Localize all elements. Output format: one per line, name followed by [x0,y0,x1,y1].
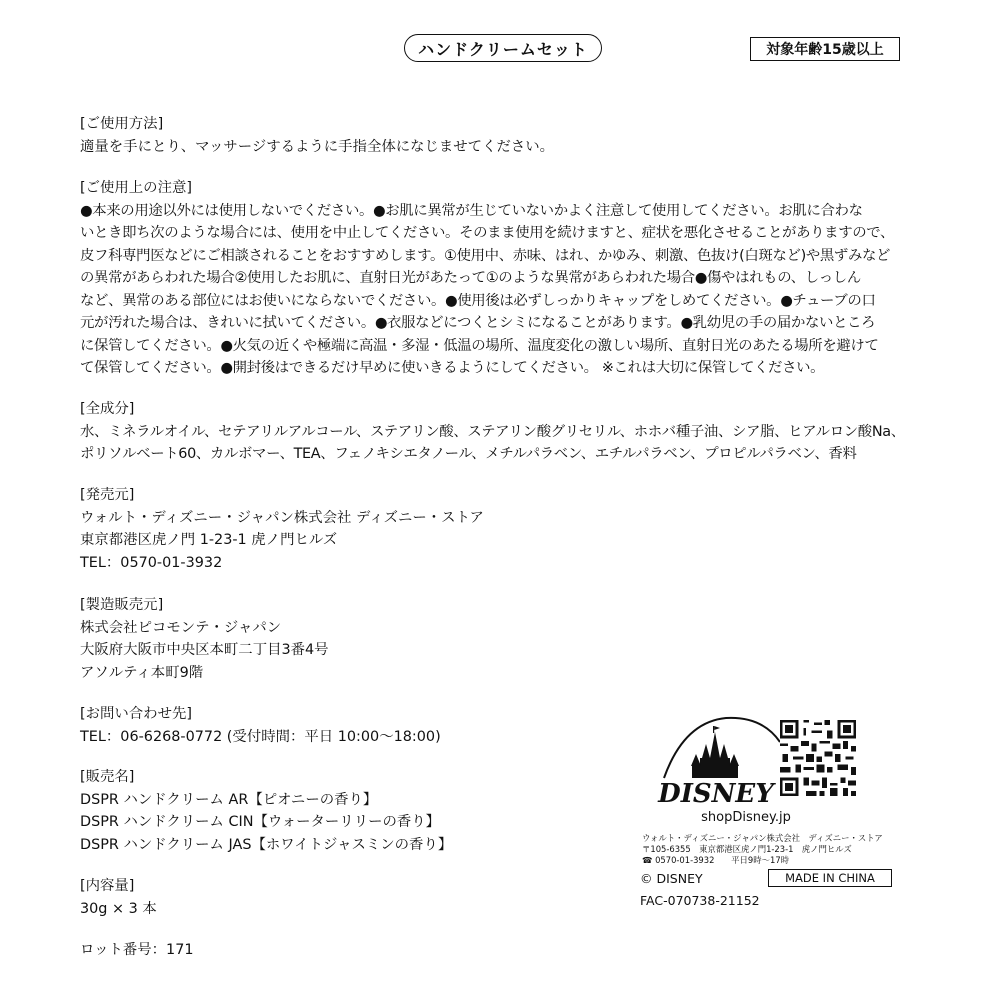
seller-section [80,484,484,574]
section-label: [お問い合わせ先] [80,706,192,722]
text-line: ●本来の用途以外には使用しないでください。●お肌に異常が生じていないかよく注意して使用してください。お肌に合わな [80,202,863,219]
content-section [80,875,157,920]
manufacturer-section [80,594,329,684]
text-line: に保管してください。●火気の近くや極端に高温・多湿・低温の場所、温度変化の激しい場所、直射日光のあたる場所を避けて [80,337,879,354]
usage-section [80,113,554,158]
text-line: 大阪府大阪市中央区本町二丁目3番4号 [80,642,329,658]
text-line: ウォルト・ディズニー・ジャパン株式会社 ディズニー・ストア [80,509,484,526]
text-line: DSPR ハンドクリーム JAS【ホワイトジャスミンの香り】 [80,836,453,853]
contact-section [80,703,441,748]
section-label: [ご使用方法] [80,116,164,132]
section-label: [内容量] [80,878,135,894]
section-label: [ご使用上の注意] [80,180,192,196]
product-title: ハンドクリームセット [404,34,602,62]
company-address: 〒105-6355 東京都港区虎ノ門1-23-1 虎ノ門ヒルズ [642,844,852,854]
text-line: 適量を手にとり、マッサージするように手指全体になじませてください。 [80,138,555,155]
section-label: [販売名] [80,769,135,785]
text-line: 東京都港区虎ノ門 1-23-1 虎ノ門ヒルズ [80,532,338,548]
ingredients-section [80,398,905,466]
text-line: 皮フ科専門医などにご相談されることをおすすめします。①使用中、赤味、はれ、かゆみ、刺激、色抜け(白斑など)や黒ずみなど [80,247,891,264]
shop-url: shopDisney.jp [701,810,791,825]
text-line: アソルティ本町9階 [80,664,204,681]
company-phone-hours: ☎ 0570-01-3932 平日9時〜17時 [642,855,790,865]
product-code: FAC-070738-21152 [640,893,760,908]
caution-section [80,177,894,380]
text-line: 水、ミネラルオイル、セテアリルアルコール、ステアリン酸、ステアリン酸グリセリル、ホホバ種子油、シア脂、ヒアルロン酸Na、 [80,423,905,440]
text-line: DSPR ハンドクリーム AR【ピオニーの香り】 [80,791,378,808]
text-line: 30g × 3 本 [80,900,157,917]
section-label: [製造販売元] [80,597,164,613]
disney-castle-logo [644,710,784,810]
text-line: いとき即ち次のような場合には、使用を中止してください。そのまま使用を続けますと、症状を悪化させることがありますので、 [80,225,895,241]
disney-logo-text: DISNEY [658,779,774,809]
text-line: DSPR ハンドクリーム CIN【ウォーターリリーの香り】 [80,814,441,830]
text-line: TEL：06-6268-0772 (受付時間：平日 10:00〜18:00) [80,728,441,745]
section-label: [発売元] [80,487,135,503]
text-line: の異常があらわれた場合②使用したお肌に、直射日光があたって①のような異常があらわれた場合●傷やはれもの、しっしん [80,270,861,286]
lot-number: ロット番号：171 [80,942,194,958]
copyright-mark: © DISNEY [640,871,703,886]
text-line: など、異常のある部位にはお使いにならないでください。●使用後は必ずしっかりキャップをしめてください。●チューブの口 [80,292,876,309]
made-in-label: MADE IN CHINA [768,869,892,887]
brand-area [636,710,926,910]
lot-section [80,939,194,962]
text-line: ポリソルベート60、カルボマー、TEA、フェノキシエタノール、メチルパラベン、エチルパラベン、プロピルパラベン、香料 [80,446,857,462]
text-line: 株式会社ピコモンテ・ジャパン [80,619,282,636]
text-line: て保管してください。●開封後はできるだけ早めに使いきるようにしてください。 ※これは大切に保管してください。 [80,360,825,376]
section-label: [全成分] [80,401,135,417]
text-line: TEL：0570-01-3932 [80,554,223,571]
text-line: 元が汚れた場合は、きれいに拭いてください。●衣服などにつくとシミになることがあります。●乳幼児の手の届かないところ [80,315,876,331]
qr-code[interactable] [780,720,856,796]
company-name: ウォルト・ディズニー・ジャパン株式会社 ディズニー・ストア [642,833,883,843]
age-label: 対象年齢15歳以上 [750,37,900,61]
product-names-section [80,766,452,856]
